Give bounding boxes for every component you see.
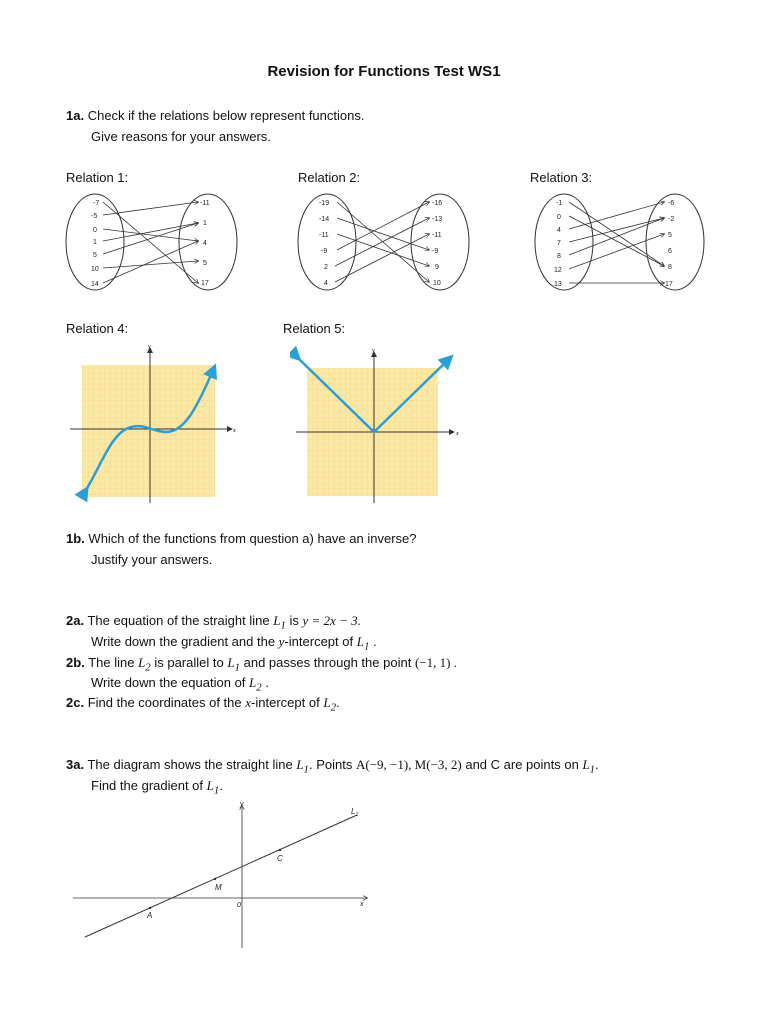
question-number: 2c. [66,695,85,710]
question-number: 3a. [66,757,85,772]
range-value: -9 [432,248,439,255]
question-text: is [289,613,299,628]
range-value: -2 [668,216,675,223]
domain-value: -11 [319,232,329,239]
relation-2-label: Relation 2: [298,170,361,185]
domain-value: 13 [554,281,562,288]
domain-value: 4 [557,227,561,234]
range-value: -16 [432,200,443,207]
domain-value: -9 [321,248,328,255]
domain-value: -7 [93,200,100,207]
page-title: Revision for Functions Test WS1 [267,63,501,80]
relation-4-label: Relation 4: [66,321,129,336]
question-2b-line2: Write down the equation of $L_2$ . [91,675,269,694]
line-label: $L_1$ [351,807,359,818]
relation-4-graph [66,340,246,505]
range-value: -6 [668,200,675,207]
question-text: Check if the relations below represent functions. [87,108,365,123]
range-value: 17 [201,280,209,287]
question-text: Which of the functions from question a) have an inverse? [88,531,417,546]
point-coordinates: (−1, 1) . [414,655,457,670]
question-text: The equation of the straight line [87,613,270,628]
point-A [149,907,151,909]
point-M-label: M [215,883,222,892]
point-C [279,849,281,851]
question-3a: 3a. The diagram shows the straight line $L_1$. Points A(−9, −1), M(−3, 2) and C are points on $L_1$. [66,757,599,776]
y-axis-label: y [148,344,151,350]
relation-3-mapping-diagram [527,190,707,295]
question-number: 2b. [66,655,85,670]
question-2a [66,613,361,632]
range-value: -13 [432,216,443,223]
question-number: 1a. [66,108,85,123]
x-axis-label: x [233,428,236,434]
relation-5-label: Relation 5: [283,321,346,336]
question-1a [66,108,364,123]
domain-value: 12 [554,267,562,274]
domain-value: -5 [91,213,98,220]
question-number: 1b. [66,531,85,546]
question-1a-line2: Give reasons for your answers. [91,129,271,144]
relation-3-label: Relation 3: [530,170,593,185]
range-value: 6 [668,248,672,255]
straight-line-diagram [70,798,380,953]
equation: y = 2x − 3. [302,613,361,628]
y-axis-label: y [372,348,375,354]
range-value: 9 [435,264,439,271]
range-value: 1 [203,220,207,227]
range-value: -11 [432,232,442,239]
domain-value: -19 [319,200,330,207]
domain-value: 0 [93,227,97,234]
range-value: -11 [200,200,210,207]
domain-value: -1 [556,200,563,207]
origin-label: 0 [237,902,241,909]
domain-value: 4 [324,280,328,287]
question-1b-line2: Justify your answers. [91,552,213,567]
x-axis-label: x [360,901,364,908]
range-value: 17 [665,281,673,288]
relation-1-label: Relation 1: [66,170,129,185]
relation-5-graph [290,340,465,505]
domain-value: -14 [319,216,330,223]
range-value: 10 [433,280,441,287]
point-M [214,878,216,880]
domain-value: 10 [91,266,99,273]
domain-value: 14 [91,281,99,288]
point-C-label: C [277,854,283,863]
question-2b: 2b. The line $L_2$ is parallel to $L_1$ and passes through the point (−1, 1) . [66,655,457,674]
x-axis-label: x [456,431,459,437]
question-3a-line2: Find the gradient of $L_1$. [91,778,223,797]
domain-value: 5 [93,252,97,259]
relation-2-mapping-diagram [295,190,475,295]
question-1b [66,531,417,546]
y-axis-label: y [240,801,244,808]
domain-value: 2 [324,264,328,271]
range-value: 5 [668,232,672,239]
points-coordinates: A(−9, −1), M(−3, 2) [355,757,462,772]
range-value: 5 [203,260,207,267]
question-2c: 2c. Find the coordinates of the x-intercept of $L_2$. [66,695,340,714]
point-A-label: A [147,911,153,920]
question-number: 2a. [66,613,85,628]
range-value: 8 [668,264,672,271]
domain-value: 8 [557,253,561,260]
line-L1 [85,815,357,937]
domain-value: 7 [557,240,561,247]
domain-value: 0 [557,214,561,221]
range-value: 4 [203,240,207,247]
line-name: $L_1$ [273,613,286,632]
relation-1-mapping-diagram [63,190,243,295]
question-2a-line2: Write down the gradient and the y-intercept of $L_1$ . [91,634,377,653]
domain-value: 1 [93,239,97,246]
